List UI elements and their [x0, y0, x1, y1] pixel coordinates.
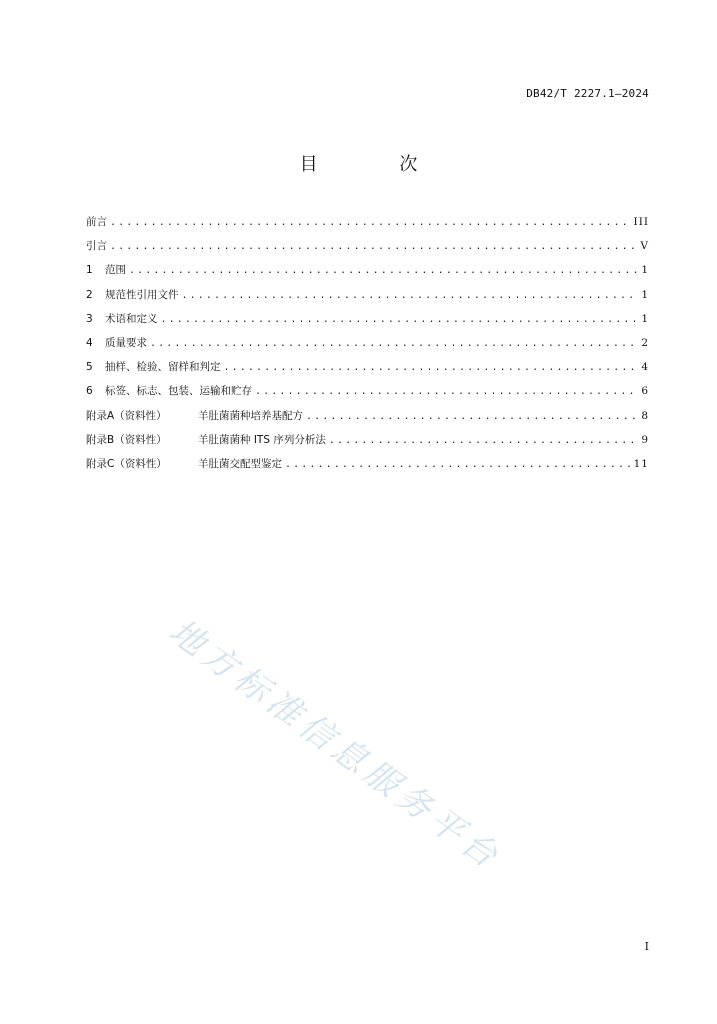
toc-entry-page-number: 1 [641, 288, 649, 301]
toc-entry-annex-label: 附录B（资料性） [86, 433, 167, 446]
toc-entry[interactable] [86, 355, 649, 379]
toc-entry[interactable] [86, 210, 649, 234]
toc-entry-page-number: 8 [641, 409, 649, 422]
toc-entry[interactable] [86, 331, 649, 355]
toc-entry-page-number: 9 [641, 433, 649, 446]
toc-dot-leader [161, 308, 638, 331]
toc-entry-number: 1 [86, 264, 93, 277]
toc-dot-leader [285, 453, 630, 476]
toc-entry-title: 羊肚菌菌种 ITS 序列分析法 [198, 433, 326, 446]
toc-entry-page-number: 4 [641, 361, 649, 374]
toc-entry-page-number: 11 [633, 457, 649, 470]
toc-entry-title: 术语和定义 [105, 312, 158, 325]
watermark-text: 地方标准信息服务平台 [161, 611, 509, 879]
toc-dot-leader [110, 235, 636, 258]
toc-dot-leader [306, 405, 637, 428]
toc-entry[interactable] [86, 379, 649, 403]
toc-entry[interactable] [86, 428, 649, 452]
toc-entry-title: 羊肚菌交配型鉴定 [198, 457, 282, 470]
toc-entry-page-number: 1 [641, 264, 649, 277]
toc-entry[interactable] [86, 283, 649, 307]
toc-entry-title: 标签、标志、包装、运输和贮存 [105, 385, 252, 398]
toc-entry-page-number: 1 [641, 312, 649, 325]
toc-entry-number: 3 [86, 312, 93, 325]
toc-dot-leader [150, 332, 637, 355]
toc-dot-leader [224, 356, 638, 379]
toc-dot-leader [255, 380, 637, 403]
toc-entry-number: 2 [86, 288, 93, 301]
toc-entry-number: 5 [86, 361, 93, 374]
toc-entry-number: 6 [86, 385, 93, 398]
toc-entry-page-number: V [640, 240, 649, 253]
toc-entry[interactable] [86, 234, 649, 258]
toc-entry[interactable] [86, 258, 649, 282]
toc-entry-title: 引言 [86, 240, 107, 253]
table-of-contents [86, 210, 649, 476]
toc-dot-leader [182, 284, 638, 307]
toc-entry-number: 4 [86, 336, 93, 349]
toc-entry-title: 抽样、检验、留样和判定 [105, 361, 221, 374]
toc-entry-annex-label: 附录A（资料性） [86, 409, 167, 422]
toc-dot-leader [129, 259, 637, 282]
toc-entry-title: 羊肚菌菌种培养基配方 [198, 409, 303, 422]
standard-code: DB42/T 2227.1—2024 [526, 87, 649, 100]
toc-entry-title: 前言 [86, 216, 107, 228]
toc-entry-annex-label: 附录C（资料性） [86, 457, 167, 470]
toc-entry-page-number: 2 [641, 336, 649, 349]
page-title: 目 次 [299, 154, 456, 175]
toc-entry-page-number: 6 [641, 385, 649, 398]
toc-entry[interactable] [86, 452, 649, 476]
toc-dot-leader [329, 429, 637, 452]
toc-entry-title: 范围 [105, 264, 126, 277]
toc-entry[interactable] [86, 307, 649, 331]
toc-entry-title: 规范性引用文件 [105, 288, 179, 301]
toc-dot-leader [110, 211, 630, 234]
toc-entry-page-number: III [633, 216, 649, 228]
toc-entry[interactable] [86, 404, 649, 428]
toc-entry-title: 质量要求 [105, 336, 147, 349]
page-number: I [644, 940, 649, 953]
